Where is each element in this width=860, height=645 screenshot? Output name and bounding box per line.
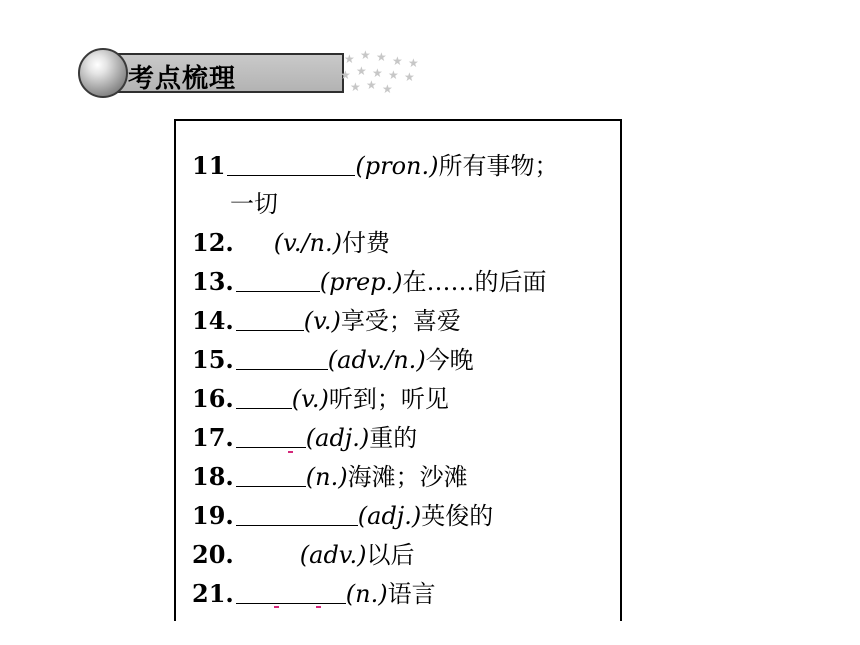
vocab-entry-14 [192,306,461,336]
answer-blank[interactable] [236,581,346,604]
pink-mark [288,451,293,453]
meaning: 享受；喜爱 [340,307,461,335]
vocab-entry-15 [192,345,474,375]
vocabulary-box [174,119,622,621]
pink-mark [274,606,279,608]
vocab-entry-13 [192,267,547,297]
part-of-speech: (n.) [305,463,348,491]
answer-blank[interactable] [236,386,292,409]
vocab-entry-11 [192,151,559,181]
part-of-speech: (n.) [345,580,388,608]
answer-blank[interactable] [236,464,306,487]
entry-number: 15. [192,345,234,374]
meaning: 在……的后面 [402,268,547,296]
meaning: 海滩；沙滩 [347,463,468,491]
part-of-speech: (adj.) [357,502,422,530]
sphere-icon [78,48,128,98]
entry-number: 13. [192,267,234,296]
meaning: 所有事物； [438,152,559,180]
section-header [78,48,419,104]
part-of-speech: (v.) [303,307,341,335]
meaning: 以后 [366,541,415,569]
meaning: 语言 [387,580,436,608]
pink-mark [316,606,321,608]
part-of-speech: (adj.) [305,424,370,452]
entry-number: 21. [192,579,234,608]
entry-continuation: 一切 [230,190,278,218]
entry-number: 11 [192,151,226,180]
answer-blank[interactable] [236,425,306,448]
stars-decoration-icon: ★ ★ ★ ★ ★ ★ ★ ★ ★ ★ ★ ★ ★ [340,48,419,96]
vocab-entry-12 [192,228,390,258]
answer-blank[interactable] [236,503,358,526]
vocab-entry-20 [192,540,415,570]
entry-number: 19. [192,501,234,530]
vocab-entry-17 [192,423,417,453]
meaning: 付费 [342,229,391,257]
answer-blank[interactable] [236,347,328,370]
vocab-entry-21 [192,579,436,609]
section-title: 考点梳理 [128,64,237,94]
vocab-entry-18 [192,462,468,492]
vocab-entry-16 [192,384,449,414]
part-of-speech: (adv.) [299,541,367,569]
answer-blank[interactable] [236,308,304,331]
entry-number: 16. [192,384,234,413]
meaning: 今晚 [425,346,474,374]
part-of-speech: (v./n.) [273,229,343,257]
entry-number: 20. [192,540,234,569]
meaning: 英俊的 [421,502,494,530]
part-of-speech: (adv./n.) [327,346,426,374]
answer-blank[interactable] [236,269,320,292]
part-of-speech: (v.) [291,385,329,413]
answer-blank[interactable] [227,153,355,176]
part-of-speech: (prep.) [319,268,403,296]
meaning: 听到；听见 [328,385,449,413]
entry-number: 12. [192,228,234,257]
part-of-speech: (pron.) [355,152,439,180]
meaning: 重的 [369,424,418,452]
entry-number: 17. [192,423,234,452]
entry-number: 14. [192,306,234,335]
entry-number: 18. [192,462,234,491]
vocab-entry-19 [192,501,493,531]
